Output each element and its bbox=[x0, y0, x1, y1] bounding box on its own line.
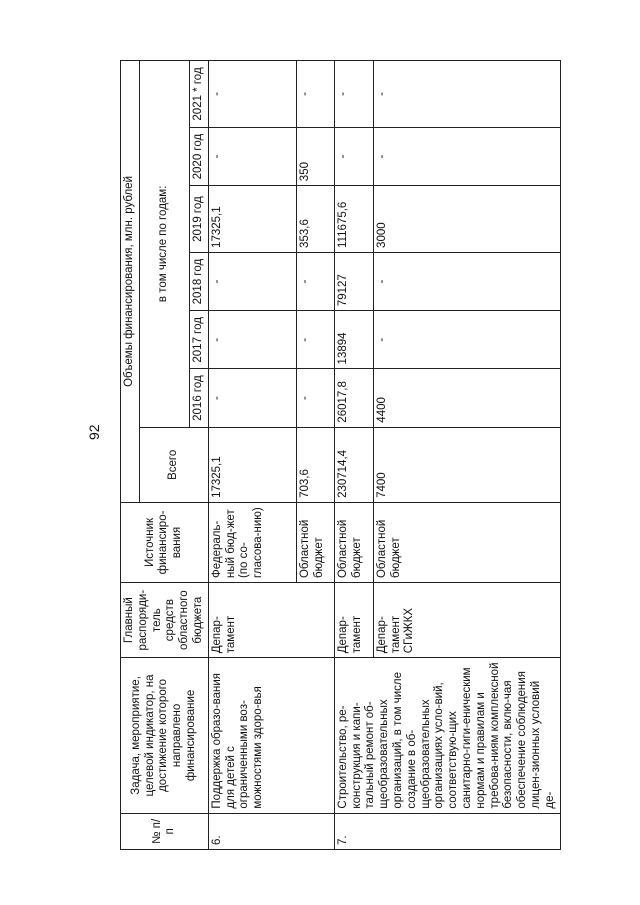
page-number: 92 bbox=[86, 424, 102, 440]
row-7-2019-2: 3000 bbox=[373, 186, 560, 253]
row-6-2020-2: 350 bbox=[296, 127, 334, 185]
row-6-distributor: Депар-тамент bbox=[208, 583, 334, 658]
row-7-source-2: Областной бюджет bbox=[373, 502, 560, 582]
rotated-table-container bbox=[120, 60, 625, 850]
row-7-2016-1: 26017,8 bbox=[334, 369, 373, 427]
row-7-2021-2: - bbox=[373, 61, 560, 128]
row-7-line-1 bbox=[334, 61, 373, 850]
header-volume: Объемы финансирования, млн. рублей bbox=[121, 61, 140, 503]
header-year-2021: 2021 * год bbox=[189, 61, 208, 128]
row-6-2017-2: - bbox=[296, 311, 334, 369]
header-total: Всего bbox=[139, 427, 208, 502]
row-6-task: Поддержка образо-вания для детей с ограниченными воз-можностями здоро-вья bbox=[208, 658, 334, 813]
row-7-task: Строительство, ре-конструкция и капи-тальный ремонт об-щеобразовательных организаций, в том числе создание в об-щеобразовательных организациях усло-вий, соответствую-щих санитарно-гиги-еническим нормам и правилам и требова-ниям комплексной безопасности, вклю-чая обеспечение соблюдения лицен-зионных условий де- bbox=[334, 658, 560, 813]
header-source: Источник финансиро-вания bbox=[121, 502, 209, 582]
row-7-total-1: 230714,4 bbox=[334, 427, 373, 502]
row-6-2016-2: - bbox=[296, 369, 334, 427]
header-year-2017: 2017 год bbox=[189, 311, 208, 369]
row-6-2018-2: - bbox=[296, 252, 334, 310]
header-num: № п/п bbox=[121, 813, 209, 849]
row-6-source-2: Областной бюджет bbox=[296, 502, 334, 582]
row-7-2017-1: 13894 bbox=[334, 311, 373, 369]
row-7-source-1: Областной бюджет bbox=[334, 502, 373, 582]
header-year-2020: 2020 год bbox=[189, 127, 208, 185]
row-6-line-1 bbox=[208, 61, 296, 850]
row-6-2019-1: 17325,1 bbox=[208, 186, 296, 253]
row-7-2018-1: 79127 bbox=[334, 252, 373, 310]
row-7-2020-2: - bbox=[373, 127, 560, 185]
header-by-year: в том числе по годам: bbox=[139, 61, 189, 428]
row-6-2020-1: - bbox=[208, 127, 296, 185]
row-7-2019-1: 111675,6 bbox=[334, 186, 373, 253]
financing-table bbox=[120, 60, 561, 850]
row-7-2020-1: - bbox=[334, 127, 373, 185]
row-7-2017-2: - bbox=[373, 311, 560, 369]
row-7-total-2: 7400 bbox=[373, 427, 560, 502]
header-year-2019: 2019 год bbox=[189, 186, 208, 253]
row-6-2021-1: - bbox=[208, 61, 296, 128]
row-7-distributor-2: Депар-тамент СГиЖКХ bbox=[373, 583, 560, 658]
row-7-2021-1: - bbox=[334, 61, 373, 128]
row-6-total-2: 703,6 bbox=[296, 427, 334, 502]
header-year-2016: 2016 год bbox=[189, 369, 208, 427]
row-7-num: 7. bbox=[334, 813, 560, 849]
row-6-2019-2: 353,6 bbox=[296, 186, 334, 253]
row-6-2018-1: - bbox=[208, 252, 296, 310]
header-distributor: Главный распоряди-тель средств областного бюджета bbox=[121, 583, 209, 658]
row-6-2021-2: - bbox=[296, 61, 334, 128]
row-7-2018-2: - bbox=[373, 252, 560, 310]
header-row-1 bbox=[121, 61, 140, 850]
row-7-2016-2: 4400 bbox=[373, 369, 560, 427]
row-6-2017-1: - bbox=[208, 311, 296, 369]
row-6-total-1: 17325,1 bbox=[208, 427, 296, 502]
header-task: Задача, мероприятие, целевой индикатор, на достижение которого направлено финансирование bbox=[121, 658, 209, 813]
row-6-2016-1: - bbox=[208, 369, 296, 427]
header-year-2018: 2018 год bbox=[189, 252, 208, 310]
row-7-distributor-1: Депар-тамент bbox=[334, 583, 373, 658]
row-6-source-1: Федераль-ный бюд-жет (по со-гласова-нию) bbox=[208, 502, 296, 582]
row-6-num: 6. bbox=[208, 813, 334, 849]
